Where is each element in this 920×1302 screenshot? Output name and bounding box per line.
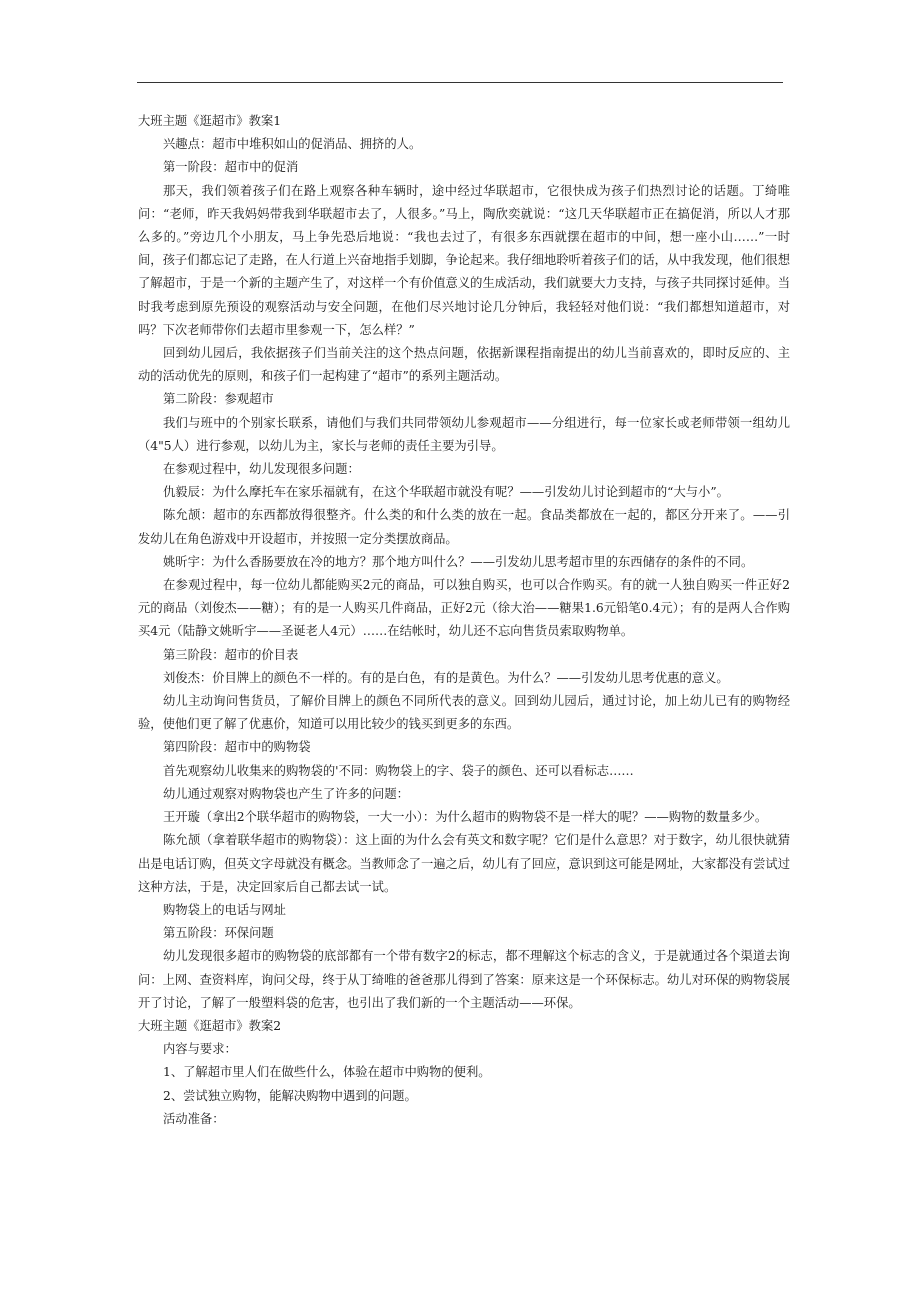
paragraph: 第二阶段：参观超市 — [163, 392, 274, 407]
paragraph: 第三阶段：超市的价目表 — [163, 647, 299, 662]
paragraph: 兴趣点：超市中堆积如山的促消品、拥挤的人。 — [163, 137, 422, 152]
paragraph: 仇毅辰：为什么摩托车在家乐福就有，在这个华联超市就没有呢？——引发幼儿讨论到超市的“大与小”。 — [163, 485, 729, 500]
paragraph: 姚昕宇：为什么香肠要放在冷的地方？那个地方叫什么？——引发幼儿思考超市里的东西储存的条件的不同。 — [163, 554, 754, 569]
paragraph: 2、尝试独立购物，能解决购物中遇到的问题。 — [163, 1088, 417, 1103]
paragraph: 王开璇（拿出2个联华超市的购物袋，一大一小）：为什么超市的购物袋不是一样大的呢？——购物的数量多少。 — [163, 810, 768, 825]
paragraph: 在参观过程中，每一位幼儿都能购买2元的商品，可以独自购买，也可以合作购买。有的就一人独自购买一件正好2元的商品（刘俊杰——糖）；有的是一人购买几件商品，正好2元（徐大治——糖果1.6元铅笔0.4元）；有的是两人合作购买4元（陆静文姚昕宇——圣诞老人4元）……在结帐时，幼儿还不忘向售货员索取购物单。 — [138, 578, 790, 639]
section-title: 大班主题《逛超市》教案1 — [138, 114, 282, 128]
paragraph: 内容与要求： — [163, 1042, 237, 1057]
paragraph: 第四阶段：超市中的购物袋 — [163, 740, 311, 755]
paragraph: 1、了解超市里人们在做些什么，体验在超市中购物的便利。 — [163, 1065, 491, 1080]
paragraph: 在参观过程中，幼儿发现很多问题： — [163, 462, 360, 477]
document-body — [138, 110, 790, 1131]
paragraph: 首先观察幼儿收集来的购物袋的'不同：购物袋上的字、袋子的颜色、还可以看标志…… — [163, 763, 634, 778]
paragraph: 刘俊杰：价目牌上的颜色不一样的。有的是白色，有的是黄色。为什么？——引发幼儿思考优惠的意义。 — [163, 670, 729, 685]
paragraph: 陈允颉（拿着联华超市的购物袋）：这上面的为什么会有英文和数字呢？它们是什么意思？对于数字，幼儿很快就猜出是电话订购，但英文字母就没有概念。当教师念了一遍之后，幼儿有了回应，意识到这可能是网址，大家都没有尝试过这种方法，于是，决定回家后自己都去试一试。 — [138, 833, 790, 894]
paragraph: 第五阶段：环保问题 — [163, 926, 274, 941]
paragraph: 那天，我们领着孩子们在路上观察各种车辆时，途中经过华联超市，它很快成为孩子们热烈讨论的话题。丁绮唯问：“老师，昨天我妈妈带我到华联超市去了，人很多。”马上，陶欣奕就说：“这几天华联超市正在搞促消，所以人才那么多的。”旁边几个小朋友，马上争先恐后地说：“我也去过了，有很多东西就摆在超市的中间，想一座小山……”一时间，孩子们都忘记了走路，在人行道上兴奋地指手划脚，争论起来。我仔细地聆听着孩子们的话，从中我发现，他们很想了解超市，于是一个新的主题产生了，对这样一个有价值意义的生成活动，我们就要大力支持，与孩子共同探讨延伸。当时我考虑到原先预设的观察活动与安全问题，在他们尽兴地讨论几分钟后，我轻轻对他们说：“我们都想知道超市，对吗？下次老师带你们去超市里参观一下，怎么样？” — [138, 183, 790, 337]
paragraph: 陈允颉：超市的东西都放得很整齐。什么类的和什么类的放在一起。食品类都放在一起的，都区分开来了。——引发幼儿在角色游戏中开设超市，并按照一定分类摆放商品。 — [138, 508, 790, 546]
paragraph: 我们与班中的个别家长联系，请他们与我们共同带领幼儿参观超市——分组进行，每一位家长或老师带领一组幼儿（4"5人）进行参观，以幼儿为主，家长与老师的责任主要为引导。 — [138, 415, 790, 453]
paragraph: 回到幼儿园后，我依据孩子们当前关注的这个热点问题，依据新课程指南提出的幼儿当前喜欢的，即时反应的、主动的活动优先的原则，和孩子们一起构建了“超市”的系列主题活动。 — [138, 346, 790, 384]
paragraph: 第一阶段：超市中的促消 — [163, 160, 299, 175]
paragraph: 幼儿主动询问售货员，了解价目牌上的颜色不同所代表的意义。回到幼儿园后，通过讨论，加上幼儿已有的购物经验，使他们更了解了优惠价，知道可以用比较少的钱买到更多的东西。 — [138, 694, 790, 732]
header-rule — [137, 82, 783, 83]
paragraph: 活动准备： — [163, 1111, 225, 1126]
paragraph: 购物袋上的电话与网址 — [163, 902, 286, 917]
paragraph: 幼儿发现很多超市的购物袋的底部都有一个带有数字2的标志，都不理解这个标志的含义，于是就通过各个渠道去询问：上网、查资料库，询问父母，终于从丁绮唯的爸爸那儿得到了答案：原来这是一个环保标志。幼儿对环保的购物袋展开了讨论，了解了一般塑料袋的危害，也引出了我们新的一个主题活动——环保。 — [138, 949, 790, 1010]
paragraph: 幼儿通过观察对购物袋也产生了许多的问题： — [163, 786, 409, 801]
section-title: 大班主题《逛超市》教案2 — [138, 1018, 282, 1033]
